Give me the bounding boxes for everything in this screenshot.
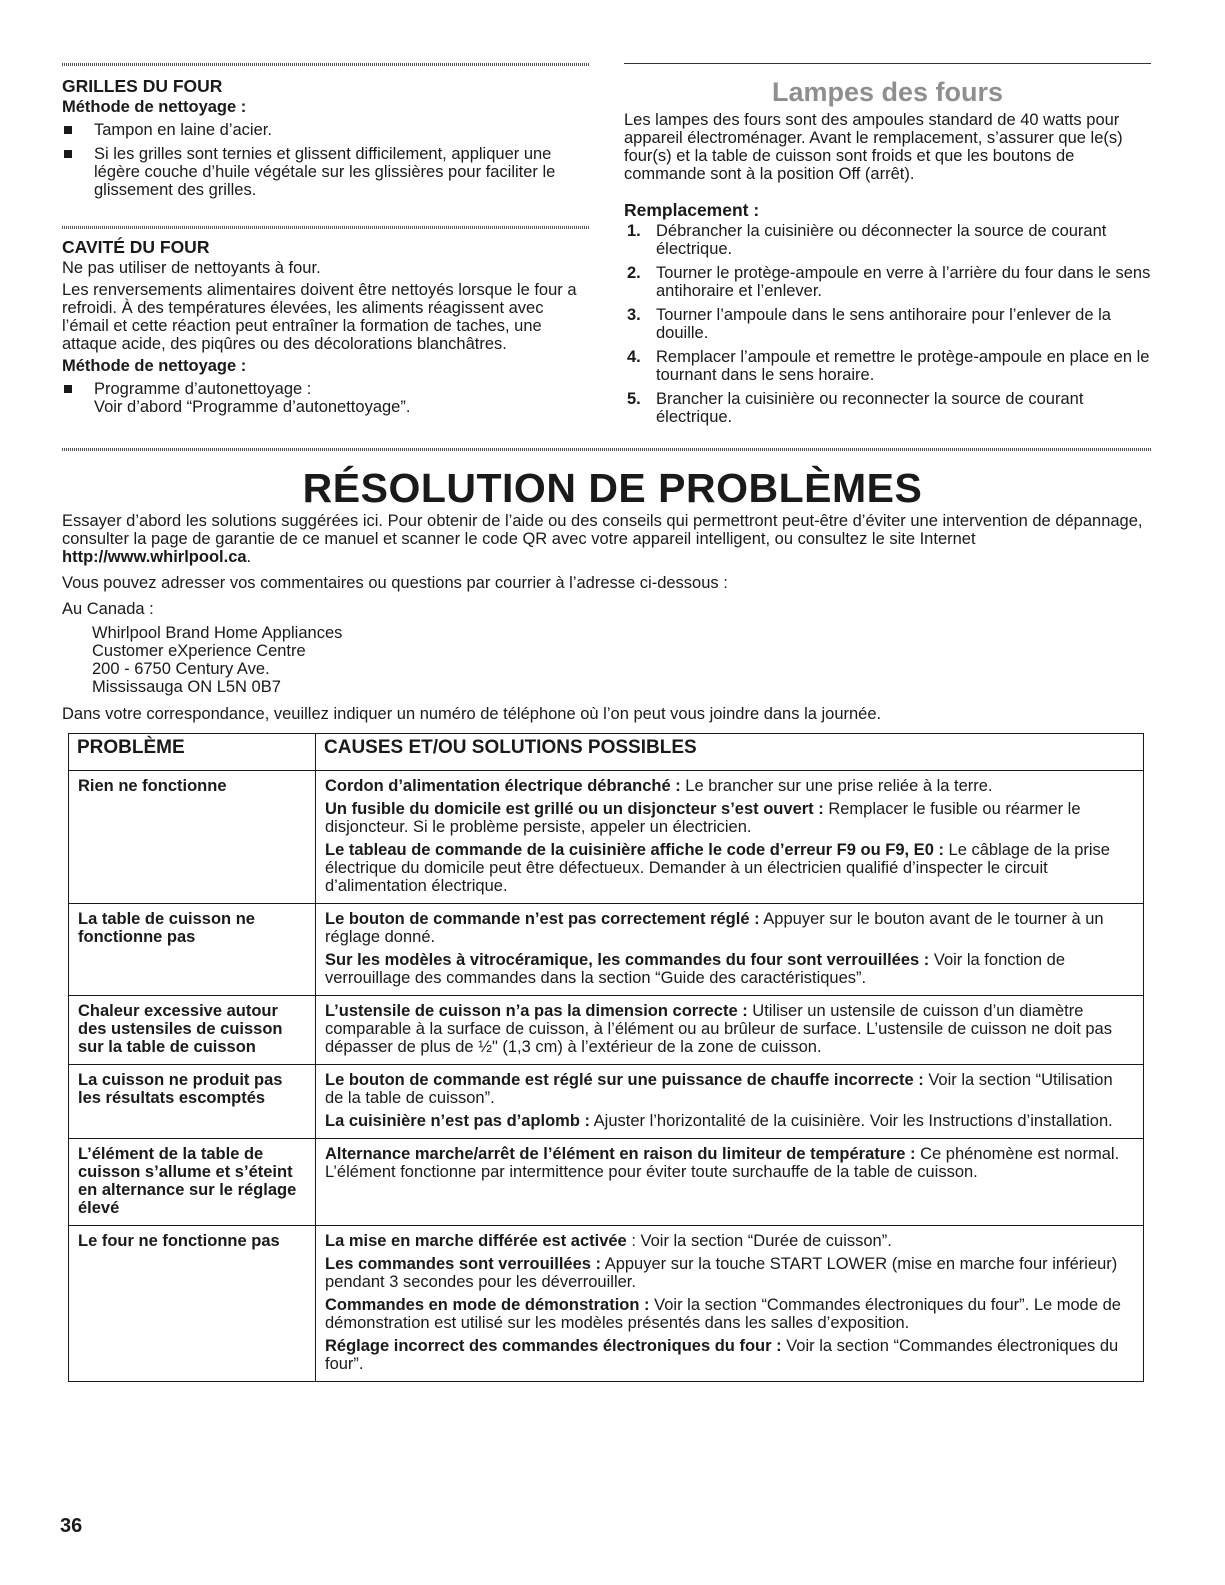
troubleshooting-table	[68, 733, 1144, 1382]
table-row	[69, 904, 1144, 996]
page-number: 36	[60, 1515, 83, 1537]
list-item: Tampon en laine d’acier.	[62, 121, 589, 139]
table-row	[69, 996, 1144, 1065]
country-label: Au Canada :	[62, 600, 154, 618]
list-item: 5. Brancher la cuisinière ou reconnecter la source de courant électrique.	[627, 390, 1084, 426]
list-item: 3. Tourner l’ampoule dans le sens antihoraire pour l’enlever de la douille.	[627, 306, 1111, 342]
full-width-divider	[62, 448, 1152, 451]
list-item: Programme d’autonettoyage : Voir d’abord “Programme d’autonettoyage”.	[62, 380, 589, 416]
phone-note: Dans votre correspondance, veuillez indiquer un numéro de téléphone où l’on peut vous joindre dans la journée.	[62, 705, 882, 723]
solution-cell: Cordon d’alimentation électrique débranché : Le brancher sur une prise reliée à la terre. Un fusible du domicile est grillé ou un disjoncteur s’est ouvert : Remplacer le fusible ou réarmer le disjoncteur. Si le problème persiste, appeler un électricien. Le tableau de commande de la cuisinière affiche le code d’erreur F9 ou F9, E0 : Le câblage de la prise électrique du domicile peut être défectueux. Demander à un électricien qualifié d’inspecter le circuit d’alimentation électrique.	[316, 771, 1144, 904]
column-header-solutions: CAUSES ET/OU SOLUTIONS POSSIBLES	[316, 734, 1144, 771]
cavite-section	[62, 238, 589, 422]
column-header-problem: PROBLÈME	[69, 734, 316, 771]
grilles-title: GRILLES DU FOUR	[62, 76, 223, 96]
section-divider	[62, 226, 589, 229]
bullet-square-icon	[64, 150, 72, 158]
website-link[interactable]: http://www.whirlpool.ca	[62, 548, 247, 566]
table-row	[69, 1065, 1144, 1139]
problem-cell: Chaleur excessive autour des ustensiles de cuisson sur la table de cuisson	[69, 996, 316, 1065]
grilles-method-label: Méthode de nettoyage :	[62, 98, 247, 116]
left-column	[62, 77, 589, 205]
solution-cell: L’ustensile de cuisson n’a pas la dimension correcte : Utiliser un ustensile de cuisson d’un diamètre comparable à la surface de cuisson, à l’élément ou au brûleur de surface. L’ustensile de cuisson ne doit pas dépasser de plus de ½" (1,3 cm) à l’extérieur de la zone de cuisson.	[316, 996, 1144, 1065]
lamp-title: Lampes des fours	[771, 77, 1004, 107]
mailing-address: Whirlpool Brand Home Appliances Customer eXperience Centre 200 - 6750 Century Ave. Mississauga ON L5N 0B7	[92, 624, 343, 696]
cavite-method-label: Méthode de nettoyage :	[62, 357, 247, 375]
solution-cell: Alternance marche/arrêt de l’élément en raison du limiteur de température : Ce phénomène est normal. L’élément fonctionne par intermittence pour éviter toute surchauffe de la table de cuisson.	[316, 1139, 1144, 1226]
page-title: RÉSOLUTION DE PROBLÈMES	[302, 465, 923, 511]
cavite-paragraph-1: Ne pas utiliser de nettoyants à four.	[62, 259, 321, 277]
troubleshooting-intro	[62, 512, 1152, 731]
problem-cell: L’élément de la table de cuisson s’allume et s’éteint en alternance sur le réglage élevé	[69, 1139, 316, 1226]
table-row	[69, 771, 1144, 904]
mail-text: Vous pouvez adresser vos commentaires ou questions par courrier à l’adresse ci-dessous :	[62, 574, 728, 592]
problem-cell: La cuisson ne produit pas les résultats escomptés	[69, 1065, 316, 1139]
problem-cell: La table de cuisson ne fonctionne pas	[69, 904, 316, 996]
lamp-intro: Les lampes des fours sont des ampoules standard de 40 watts pour appareil électroménager. Avant le remplacement, s’assurer que le(s) four(s) et la table de cuisson sont froids et que les boutons de commande sont à la position Off (arrêt).	[624, 111, 1123, 183]
table-row	[69, 1226, 1144, 1382]
list-item: Si les grilles sont ternies et glissent difficilement, appliquer une légère couche d’huile végétale sur les glissières pour faciliter le glissement des grilles.	[62, 145, 589, 199]
list-item: 2. Tourner le protège-ampoule en verre à l’arrière du four dans le sens antihoraire et l’enlever.	[627, 264, 1151, 300]
solution-cell: La mise en marche différée est activée : Voir la section “Durée de cuisson”. Les commandes sont verrouillées : Appuyer sur la touche START LOWER (mise en marche four inférieur) pendant 3 secondes pour les déverrouiller. Commandes en mode de démonstration : Voir la section “Commandes électroniques du four”. Le mode de démonstration est utilisé sur les modèles présentés dans les salles d’exposition. Réglage incorrect des commandes électroniques du four : Voir la section “Commandes électroniques du four”.	[316, 1226, 1144, 1382]
top-right-divider	[624, 63, 1151, 64]
right-column	[624, 77, 1151, 432]
top-left-divider	[62, 63, 589, 66]
table-header-row	[69, 734, 1144, 771]
problem-cell: Rien ne fonctionne	[69, 771, 316, 904]
cavite-title: CAVITÉ DU FOUR	[62, 237, 210, 257]
problem-cell: Le four ne fonctionne pas	[69, 1226, 316, 1382]
intro-paragraph: Essayer d’abord les solutions suggérées ici. Pour obtenir de l’aide ou des conseils qui permettront peut-être d’éviter une intervention de dépannage, consulter la page de garantie de ce manuel et scanner le code QR avec votre appareil intelligent, ou consultez le site Internet http://www.whirlpool.ca.	[62, 512, 1143, 566]
list-item: 4. Remplacer l’ampoule et remettre le protège-ampoule en place en le tournant dans le sens horaire.	[627, 348, 1150, 384]
bullet-square-icon	[64, 126, 72, 134]
cavite-paragraph-2: Les renversements alimentaires doivent être nettoyés lorsque le four a refroidi. À des températures élevées, les aliments réagissent avec l’émail et cette réaction peut entraîner la formation de taches, une attaque acide, des piqûres ou des décolorations blanchâtres.	[62, 281, 577, 353]
bullet-square-icon	[64, 385, 72, 393]
solution-cell: Le bouton de commande est réglé sur une puissance de chauffe incorrecte : Voir la section “Utilisation de la table de cuisson”. La cuisinière n’est pas d’aplomb : Ajuster l’horizontalité de la cuisinière. Voir les Instructions d’installation.	[316, 1065, 1144, 1139]
replacement-label: Remplacement :	[624, 200, 760, 220]
table-row	[69, 1139, 1144, 1226]
solution-cell: Le bouton de commande n’est pas correctement réglé : Appuyer sur le bouton avant de le tourner à un réglage donné. Sur les modèles à vitrocéramique, les commandes du four sont verrouillées : Voir la fonction de verrouillage des commandes dans la section “Guide des caractéristiques”.	[316, 904, 1144, 996]
list-item: 1. Débrancher la cuisinière ou déconnecter la source de courant électrique.	[627, 222, 1107, 258]
